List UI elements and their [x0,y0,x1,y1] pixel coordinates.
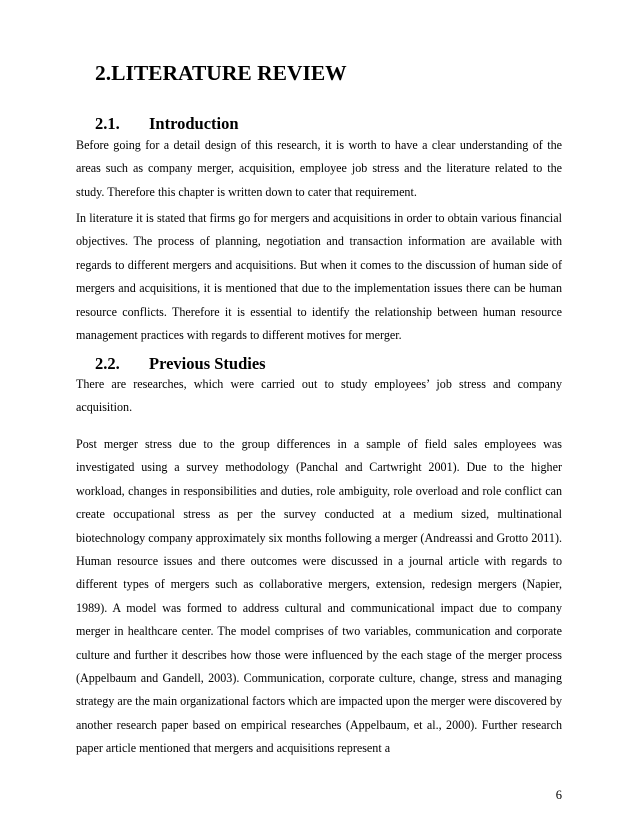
section-title: Introduction [149,114,239,133]
page-number: 6 [555,788,562,802]
paragraph-introduction-2: In literature it is stated that firms go for mergers and acquisitions in order to obtain various financial objectives. The process of planning, negotiation and transaction information are available with regards to different mergers and acquisitions. But when it comes to the discussion of human side of mergers and acquisitions, it is mentioned that due to the implementation issues there can be human resource conflicts. Therefore it is essential to identify the relationship between human resource management practices with regards to different motives for merger. [76,211,562,343]
section-title: Previous Studies [149,354,266,373]
section-number: 2.2. [95,354,120,373]
section-number: 2.1. [95,114,120,133]
paragraph-previous-studies-1: There are researches, which were carried out to study employees’ job stress and company acquisition. [76,377,562,415]
section-heading-introduction [95,114,239,134]
paragraph-previous-studies-2: Post merger stress due to the group differences in a sample of field sales employees was investigated using a survey methodology (Panchal and Cartwright 2001). Due to the higher workload, changes in responsibilities and duties, role ambiguity, role overload and role conflict can create occupational stress as per the survey conducted at a medium sized, multinational biotechnology company approximately six months following a merger (Andreassi and Grotto 2011). Human resource issues and there outcomes were discussed in a journal article with regards to different types of mergers such as collaborative mergers, extension, redesign mergers (Napier, 1989). A model was formed to address cultural and communicational impact due to company merger in healthcare center. The model comprises of two variables, communication and corporate culture and further it describes how those were influenced by the each stage of the merger process (Appelbaum and Gandell, 2003). Communication, corporate culture, change, stress and managing strategy are the main organizational factors which are impacted upon the merger were discovered by another research paper based on empirical researches (Appelbaum, et al., 2000). Further research paper article mentioned that mergers and acquisitions represent a [76,437,562,756]
paragraph-introduction-1: Before going for a detail design of this research, it is worth to have a clear understanding of the areas such as company merger, acquisition, employee job stress and the literature related to the study. Therefore this chapter is written down to cater that requirement. [76,138,562,199]
section-heading-previous-studies [95,354,266,374]
chapter-title: 2.LITERATURE REVIEW [95,61,347,85]
